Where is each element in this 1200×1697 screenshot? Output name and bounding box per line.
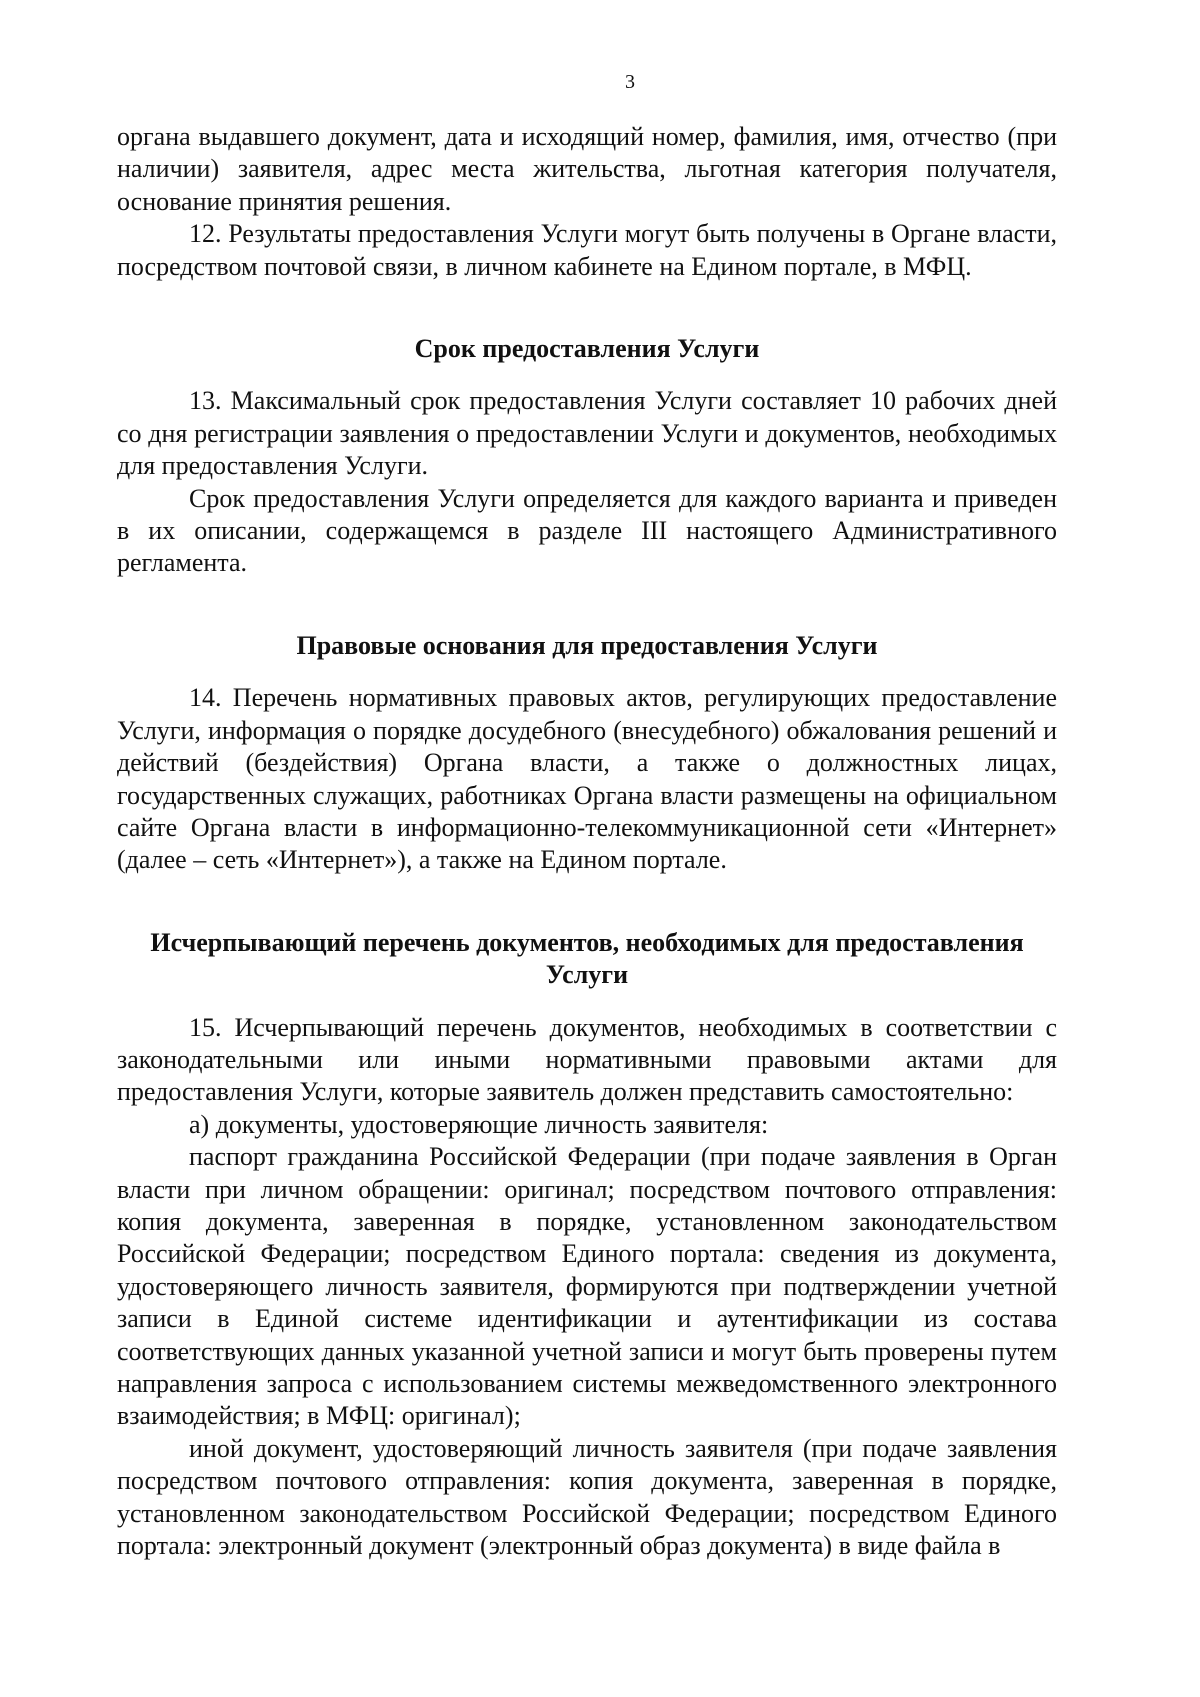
spacer	[117, 662, 1057, 682]
paragraph-passport: паспорт гражданина Российской Федерации (при подаче заявления в Орган власти при личном обращении: оригинал; посредством почтового отправления: копия документа, заверенная в порядке, установленном законодательством Российской Федерации; посредством Единого портала: сведения из документа, удостоверяющего личность заявителя, формируются при подтверждении учетной записи в Единой системе идентификации и аутентификации из состава соответствующих данных указанной учетной записи и могут быть проверены путем направления запроса с использованием системы межведомственного электронного взаимодействия; в МФЦ: оригинал);	[117, 1142, 1057, 1431]
spacer	[117, 580, 1057, 630]
paragraph-12: 12. Результаты предоставления Услуги могут быть получены в Органе власти, посредством почтовой связи, в личном кабинете на Едином портале, в МФЦ.	[117, 219, 1057, 281]
heading-term: Срок предоставления Услуги	[414, 334, 760, 364]
spacer	[117, 283, 1057, 333]
heading-legal: Правовые основания для предоставления Услуги	[296, 630, 878, 660]
paragraph-13: 13. Максимальный срок предоставления Услуги составляет 10 рабочих дней со дня регистрации заявления о предоставлении Услуги и документов, необходимых для предоставления Услуги.	[117, 386, 1057, 481]
paragraph-other-id: иной документ, удостоверяющий личность заявителя (при подаче заявления посредством почтового отправления: копия документа, заверенная в порядке, установленном законодательством Российской Федерации; посредством Единого портала: электронный документ (электронный образ документа) в виде файла в	[117, 1433, 1057, 1561]
spacer	[117, 877, 1057, 927]
paragraph-15: 15. Исчерпывающий перечень документов, необходимых в соответствии с законодательными или иными нормативными правовыми актами для предоставления Услуги, которые заявитель должен представить самостоятельно:	[117, 1012, 1057, 1107]
paragraph-15-a: а) документы, удостоверяющие личность заявителя:	[189, 1109, 769, 1139]
heading-documents: Исчерпывающий перечень документов, необходимых для предоставления Услуги	[150, 927, 1024, 990]
paragraph-14: 14. Перечень нормативных правовых актов, регулирующих предоставление Услуги, информация о порядке досудебного (внесудебного) обжалования решений и действий (бездействия) Органа власти, а также о должностных лицах, государственных служащих, работниках Органа власти размещены на официальном сайте Органа власти в информационно-телекоммуникационной сети «Интернет» (далее – сеть «Интернет»), а также на Едином портале.	[117, 683, 1057, 875]
page-number: 3	[625, 71, 635, 93]
paragraph-13-term: Срок предоставления Услуги определяется для каждого варианта и приведен в их описании, содержащемся в разделе III настоящего Административного регламента.	[117, 483, 1057, 578]
spacer	[117, 992, 1057, 1012]
spacer	[117, 365, 1057, 385]
paragraph-intro-continuation: органа выдавшего документ, дата и исходящий номер, фамилия, имя, отчество (при наличии) заявителя, адрес места жительства, льготная категория получателя, основание принятия решения.	[117, 122, 1057, 216]
document-body	[117, 121, 1057, 1562]
